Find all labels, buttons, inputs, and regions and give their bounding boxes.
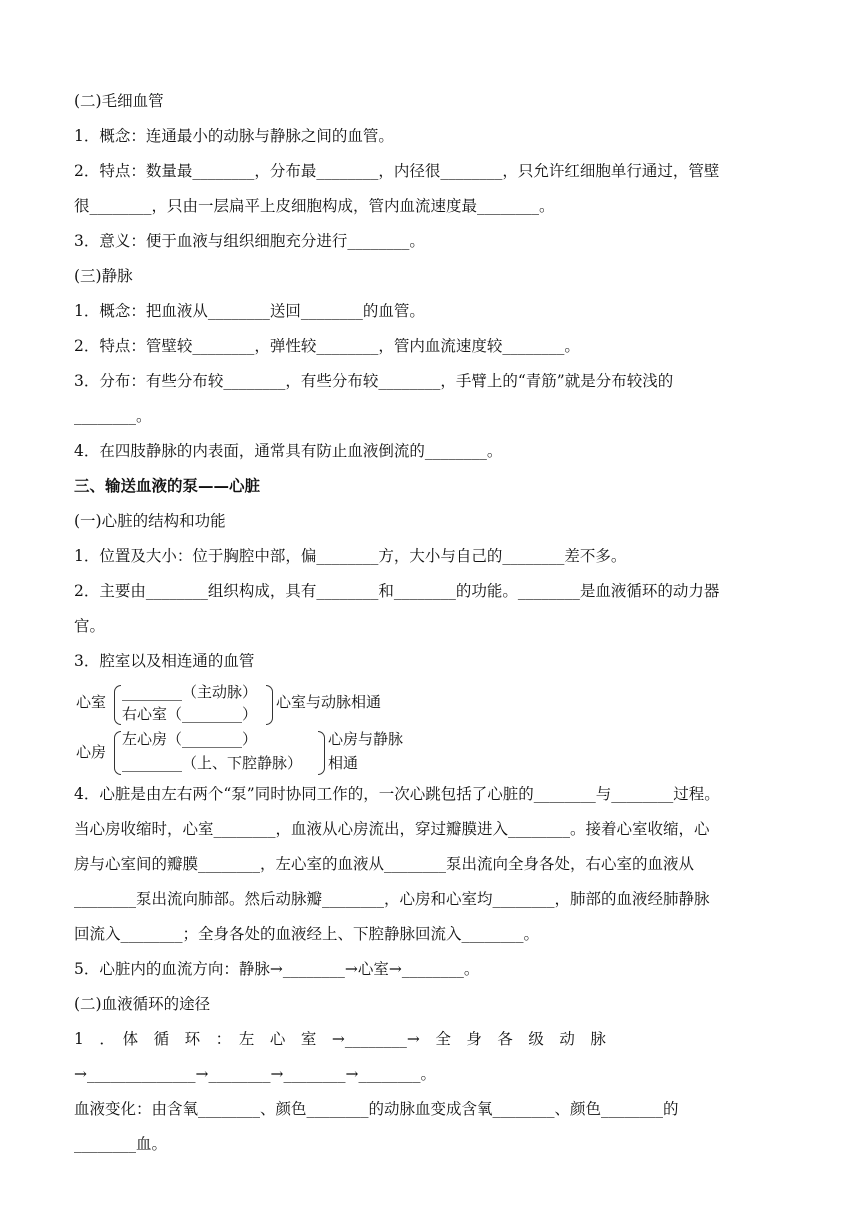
- diagram-atrium-label: 心房: [76, 743, 107, 761]
- systemic-circulation-1: 1 ． 体 循 环 ： 左 心 室 →________→ 全 身 各 级 动 脉: [74, 1030, 606, 1048]
- diagram-atrium-note-2: 相通: [328, 754, 359, 772]
- heart-pump-5: 回流入________；全身各处的血液经上、下腔静脉回流入________。: [74, 925, 540, 943]
- heart-pump-3: 房与心室间的瓣膜________，左心室的血液从________泵出流向全身各处，右心室的血液从: [74, 855, 695, 873]
- vein-valve: 4．在四肢静脉的内表面，通常具有防止血液倒流的________。: [74, 442, 503, 460]
- capillary-concept: 1．概念：连通最小的动脉与静脉之间的血管。: [74, 127, 394, 145]
- ventricle-right-brace: [266, 685, 273, 725]
- vein-distribution-2: ________。: [74, 407, 152, 425]
- blood-change-2: ________血。: [74, 1135, 168, 1153]
- heart-tissue-2: 官。: [74, 617, 106, 635]
- worksheet-page: [74, 84, 789, 1162]
- heart-pump-2: 当心房收缩时，心室________，血液从心房流出，穿过瓣膜进入________。接着心室收缩，心: [74, 820, 710, 838]
- subheading-circulation: (二)血液循环的途径: [74, 995, 211, 1013]
- heart-pump-4: ________泵出流向肺部。然后动脉瓣________，心房和心室均________，肺部的血液经肺静脉: [74, 890, 710, 908]
- diagram-ventricle-bottom: 右心室（________）: [122, 705, 258, 723]
- heart-position: 1．位置及大小：位于胸腔中部，偏________方，大小与自己的________差不多。: [74, 547, 627, 565]
- subheading-vein: (三)静脉: [74, 267, 133, 285]
- diagram-atrium-top: 左心房（________）: [122, 730, 258, 748]
- subheading-capillary: (二)毛细血管: [74, 92, 164, 110]
- vein-features: 2．特点：管壁较________，弹性较________，管内血流速度较________。: [74, 337, 580, 355]
- diagram-ventricle-label: 心室: [76, 693, 107, 711]
- vein-concept: 1．概念：把血液从________送回________的血管。: [74, 302, 425, 320]
- capillary-features-2: 很________，只由一层扁平上皮细胞构成，管内血流速度最________。: [74, 197, 555, 215]
- blood-change-1: 血液变化：由含氧________、颜色________的动脉血变成含氧________、颜色________的: [74, 1100, 679, 1118]
- diagram-ventricle-top: ________（主动脉）: [122, 683, 258, 701]
- atrium-left-brace: [114, 731, 121, 775]
- capillary-significance: 3．意义：便于血液与组织细胞充分进行________。: [74, 232, 425, 250]
- capillary-features-1: 2．特点：数量最________，分布最________，内径很________，只允许红细胞单行通过，管壁: [74, 162, 720, 180]
- diagram-ventricle-note: 心室与动脉相通: [276, 693, 382, 711]
- heart-pump-1: 4．心脏是由左右两个“泵”同时协同工作的，一次心跳包括了心脏的________与________过程。: [74, 785, 720, 803]
- heart-blood-flow-direction: 5．心脏内的血流方向：静脉→________→心室→________。: [74, 960, 480, 978]
- diagram-atrium-bottom: ________（上、下腔静脉）: [122, 754, 303, 772]
- vein-distribution-1: 3．分布：有些分布较________，有些分布较________，手臂上的“青筋”就是分布较浅的: [74, 372, 674, 390]
- heart-chambers-diagram: [74, 683, 789, 777]
- section-heading-heart: 三、输送血液的泵——心脏: [74, 477, 261, 495]
- subheading-heart-structure: (一)心脏的结构和功能: [74, 512, 226, 530]
- systemic-circulation-2: →______________→________→________→________。: [74, 1065, 436, 1083]
- ventricle-left-brace: [114, 685, 121, 725]
- atrium-right-brace: [318, 731, 325, 775]
- heart-tissue-1: 2．主要由________组织构成，具有________和________的功能。________是血液循环的动力器: [74, 582, 720, 600]
- diagram-atrium-note-1: 心房与静脉: [328, 730, 404, 748]
- heart-chambers-title: 3．腔室以及相连通的血管: [74, 652, 255, 670]
